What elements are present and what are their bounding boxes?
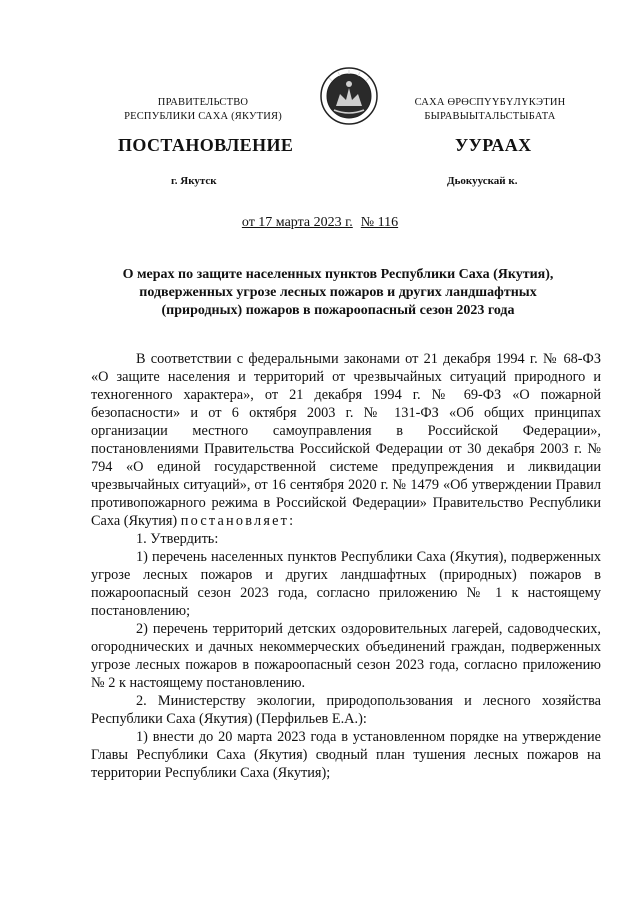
doc-type-ru: ПОСТАНОВЛЕНИЕ (118, 135, 294, 155)
issuer-sah-line2: БЫРАВЫЫТАЛЬСТЫБАТА (424, 111, 556, 122)
issuer-ru-line1: ПРАВИТЕЛЬСТВО (157, 97, 249, 108)
doc-date: от 17 марта 2023 г. (241, 215, 353, 230)
document-body (91, 350, 601, 782)
city-sah: Дьокуускай к. (447, 175, 518, 187)
issuer-ru-line2: РЕСПУБЛИКИ САХА (ЯКУТИЯ) (124, 111, 282, 122)
title-line3: (природных) пожаров в пожароопасный сезон 2023 года (161, 303, 515, 318)
paragraph-item-1: 1. Утвердить: (136, 531, 219, 547)
preamble-text: В соответствии с федеральными законами от 21 декабря 1994 г. № 68-ФЗ «О защите населения и территорий от чрезвычайных ситуаций природного и техногенного характера», от 21 декабря 1994 г. № 69-ФЗ «О пожарной безопасности» и от 6 октября 2003 г. № 131-ФЗ «Об общих принципах организации местного самоуправления в Российской Федерации», постановлениями Правительства Российской Федерации от 30 декабря 2003 г. № 794 «О единой государственной системе предупреждения и ликвидации чрезвычайных ситуаций», от 16 сентября 2020 г. № 1479 «Об утверждении Правил противопожарного режима в Российской Федерации» Правительство Республики Саха (Якутия) (91, 351, 601, 529)
city-ru: г. Якутск (171, 175, 217, 187)
document-title (80, 266, 596, 320)
paragraph-item-1-2: 2) перечень территорий детских оздоровительных лагерей, садоводческих, огороднических и дачных некоммерческих объединений граждан, подверженных угрозе лесных пожаров в пожароопасный сезон 2023 года, согласно приложению № 2 к настоящему постановлению. (91, 621, 601, 691)
title-line2: подверженных угрозе лесных пожаров и других ландшафтных (139, 285, 537, 300)
paragraph-item-1-1: 1) перечень населенных пунктов Республики Саха (Якутия), подверженных угрозе лесных пожаров и других ландшафтных (природных) пожаров в пожароопасный сезон 2023 года, согласно приложению № 1 к настоящему постановлению; (91, 549, 601, 619)
paragraph-item-2: 2. Министерству экологии, природопользования и лесного хозяйства Республики Саха (Якутия) (Перфильев Е.А.): (91, 693, 601, 727)
doc-number: № 116 (360, 215, 399, 230)
paragraph-preamble (91, 350, 601, 530)
coat-of-arms-emblem-icon (318, 66, 380, 126)
preamble-resolves: постановляет: (180, 513, 296, 529)
doc-type-sah: УУРААХ (455, 135, 532, 155)
issuer-sah-line1: САХА ӨРӨСПҮҮБҮЛҮКЭТИН (414, 97, 566, 108)
date-number-line (0, 215, 640, 231)
paragraph-item-2-1: 1) внести до 20 марта 2023 года в установленном порядке на утверждение Главы Республики Саха (Якутия) сводный план тушения лесных пожаров на территории Республики Саха (Якутия); (91, 729, 601, 781)
issuer-sah (390, 96, 590, 124)
title-line1: О мерах по защите населенных пунктов Республики Саха (Якутия), (122, 267, 554, 282)
issuer-ru (88, 96, 318, 124)
